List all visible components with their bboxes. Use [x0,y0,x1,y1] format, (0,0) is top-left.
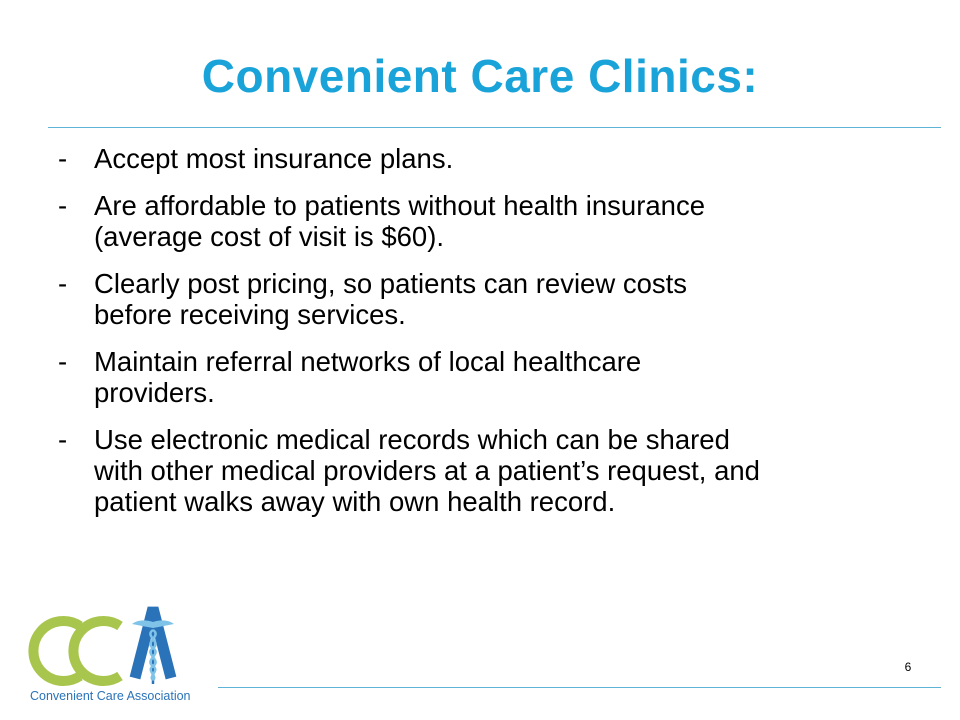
bullet-marker: - [58,143,68,174]
bullet-item [58,424,908,517]
bullet-text: Are affordable to patients without health insurance (average cost of visit is $60). [94,190,706,252]
bullet-list [58,143,908,533]
bullet-marker: - [58,268,68,299]
bullet-item [58,346,908,408]
bullet-marker: - [58,346,68,377]
slide-title: Convenient Care Clinics: [201,50,759,102]
title-divider [48,127,941,128]
bullet-marker: - [58,424,68,455]
page-number: 6 [904,660,912,674]
bullet-item [58,190,908,252]
logo-letter-c-2 [73,621,120,681]
bullet-item [58,268,908,330]
bullet-text: Use electronic medical records which can be shared with other medical providers at a patient’s request, and patient walks away with own health record. [94,424,760,517]
bullet-text: Maintain referral networks of local healthcare providers. [94,346,642,408]
logo-caption: Convenient Care Association [30,689,191,703]
bullet-text: Clearly post pricing, so patients can review costs before receiving services. [94,268,688,330]
bullet-text: Accept most insurance plans. [94,143,454,174]
footer-divider [218,687,941,688]
bullet-item [58,143,908,174]
bullet-marker: - [58,190,68,221]
caduceus-top [150,611,156,617]
